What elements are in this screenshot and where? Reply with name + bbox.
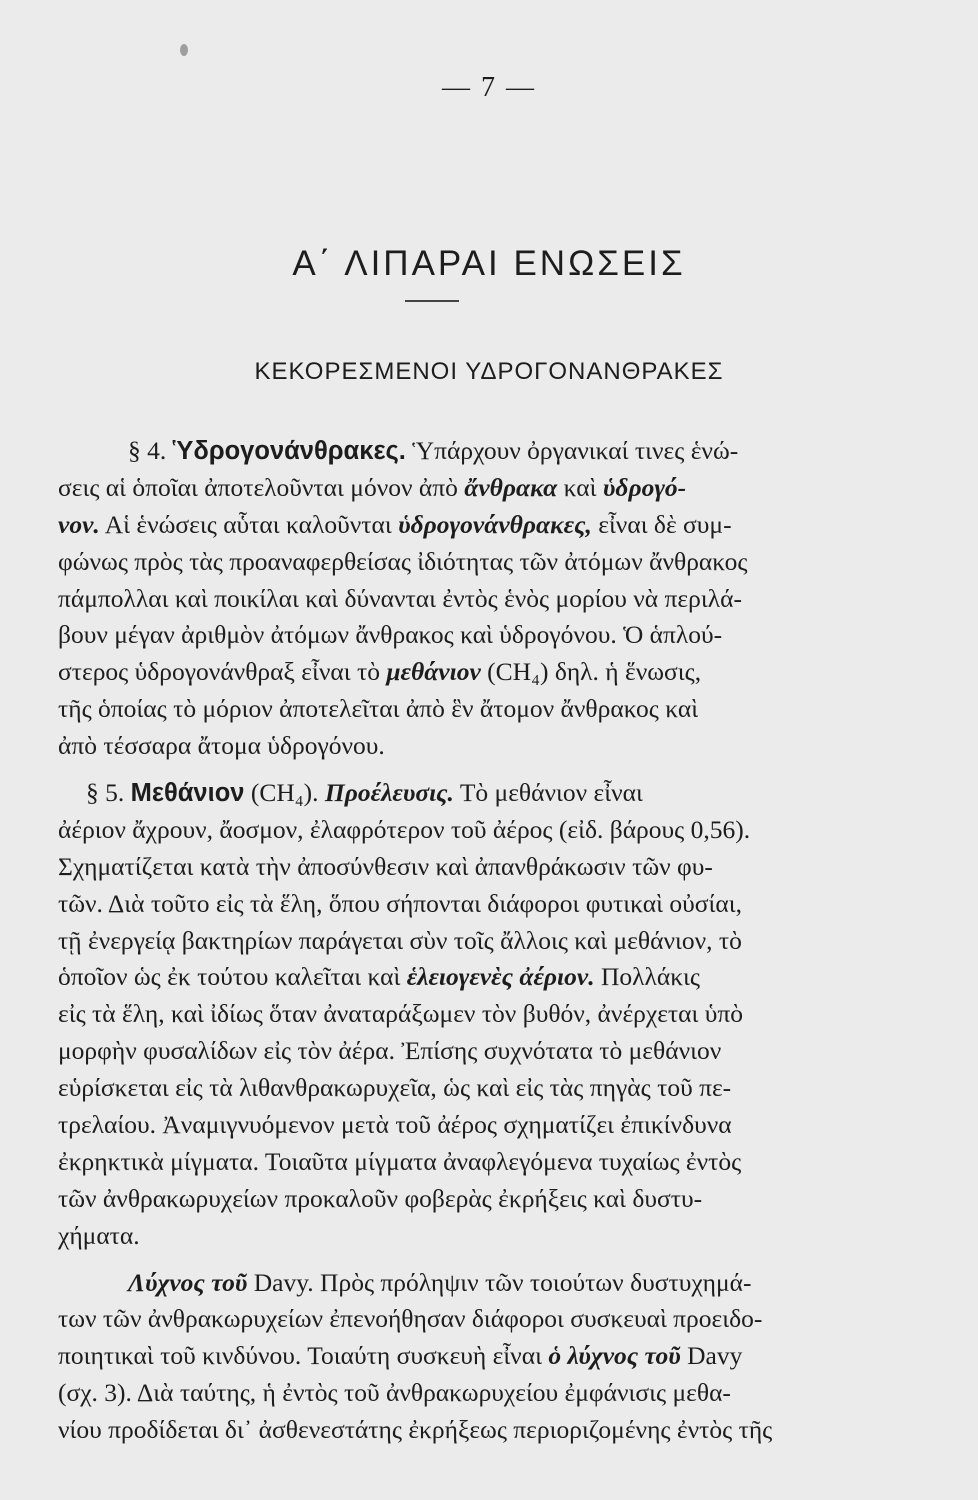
text-line [58,470,866,507]
term-heading: Μεθάνιον [130,779,245,808]
text-line: πάμπολλαι καὶ ποικίλαι καὶ δύνανται ἐντὸς ἑνὸς μορίου νὰ περιλά- [58,583,742,613]
text-line: (σχ. 3). Διὰ ταύτης, ἡ ἐντὸς τοῦ ἀνθρακωρυχείου ἐμφάνισις μεθα- [58,1378,731,1408]
text-line: χήματα. [58,1220,140,1250]
text-line: τῶν. Διὰ τοῦτο εἰς τὰ ἕλη, ὅπου σήπονται διάφοροι φυτικαὶ οὐσίαι, [58,888,742,918]
text-line [58,775,866,812]
body-text [58,433,866,1449]
text-span: (CH₄) δηλ. ἡ ἕνωσις, [480,657,702,687]
section-mark: § 4. [128,436,173,465]
text-span: Davy [680,1341,743,1371]
ink-spot [180,44,188,56]
text-span: Πολλάκις [594,962,701,992]
section-heading: ΚΕΚΟΡΕΣΜΕΝΟΙ ΥΔΡΟΓΟΝΑΝΘΡΑΚΕΣ [254,358,724,385]
text-line: ἀέριον ἄχρουν, ἄοσμον, ἐλαφρότερον τοῦ ἀέρος (εἰδ. βάρους 0,56). [58,814,751,844]
text-line: φώνως πρὸς τὰς προαναφερθείσας ἰδιότητας τῶν ἀτόμων ἄνθρακος [58,546,748,576]
text-span: σεις αἱ ὁποῖαι ἀποτελοῦνται μόνον ἀπὸ [58,472,465,502]
text-line: εὑρίσκεται εἰς τὰ λιθανθρακωρυχεῖα, ὡς καὶ εἰς τὰς πηγὰς τοῦ πε- [58,1073,732,1103]
text-line: τρελαίου. Ἀναμιγνυόμενον μετὰ τοῦ ἀέρος σχηματίζει ἐπικίνδυνα [58,1110,732,1140]
text-span: ὁποῖον ὡς ἐκ τούτου καλεῖται καὶ [58,962,407,992]
text-line: των τῶν ἀνθρακωρυχείων ἐπενοήθησαν διάφοροι συσκευαὶ προειδο- [58,1304,763,1334]
text-line: μορφὴν φυσαλίδων εἰς τὸν ἀέρα. Ἐπίσης συχνότατα τὸ μεθάνιον [58,1036,722,1066]
page-number: — 7 — [442,72,536,103]
text-line: τῆς ὁποίας τὸ μόριον ἀποτελεῖται ἀπὸ ἓν ἄτομον ἄνθρακος καὶ [58,694,699,724]
text-line: Σχηματίζεται κατὰ τὴν ἀποσύνθεσιν καὶ ἀπανθράκωσιν τῶν φυ- [58,851,713,881]
text-line: τῶν ἀνθρακωρυχείων προκαλοῦν φοβερὰς ἐκρήξεις καὶ δυστυ- [58,1183,703,1213]
text-span: καὶ [557,472,603,502]
text-span: Αἱ ἑνώσεις αὗται καλοῦνται [99,509,399,539]
chapter-title: Α΄ ΛΙΠΑΡΑΙ ΕΝΩΣΕΙΣ [292,244,686,283]
text-span: Τὸ μεθάνιον εἶναι [453,778,643,808]
text-span: (CH₄). [244,778,325,808]
text-span: Ὑπάρχουν ὀργανικαί τινες ἑνώ- [405,436,739,465]
text-line [58,507,866,544]
section-mark: § 5. [86,778,131,808]
paragraph-gap [58,1255,866,1265]
divider-rule [405,300,459,302]
emphasis: νον. [58,509,100,539]
emphasis: ὁ λύχνος τοῦ [548,1341,681,1371]
text-span: στερος ὑδρογονάνθραξ εἶναι τὸ [58,657,387,687]
text-line: ἀπὸ τέσσαρα ἄτομα ὑδρογόνου. [58,731,385,761]
emphasis: Λύχνος τοῦ [128,1267,248,1297]
text-span: ποιητικαὶ τοῦ κινδύνου. Τοιαύτη συσκευὴ εἶναι [58,1341,549,1371]
text-line: εἰς τὰ ἕλη, καὶ ἰδίως ὅταν ἀναταράξωμεν τὸν βυθόν, ἀνέρχεται ὑπὸ [58,999,744,1029]
paragraph-gap [58,765,866,775]
emphasis: ἑλειογενὲς ἀέριον. [406,962,595,992]
text-line [58,1265,866,1302]
emphasis: ὑδρογό- [602,472,687,502]
text-line [58,654,866,691]
text-line: τῇ ἐνεργείᾳ βακτηρίων παράγεται σὺν τοῖς ἄλλοις καὶ μεθάνιον, τὸ [58,925,742,955]
text-line [58,433,866,470]
text-span: Davy. Πρὸς πρόληψιν τῶν τοιούτων δυστυχημά- [247,1267,752,1297]
term-heading: Ὑδρογονάνθρακες. [172,437,406,465]
text-line [58,1338,866,1375]
text-span: εἶναι δὲ συμ- [591,509,732,539]
emphasis: Προέλευσις. [324,778,454,808]
text-line: ἐκρηκτικὰ μίγματα. Τοιαῦτα μίγματα ἀναφλεγόμενα τυχαίως ἐντὸς [58,1146,742,1176]
text-line: βουν μέγαν ἀριθμὸν ἀτόμων ἄνθρακος καὶ ὑδρογόνου. Ὁ ἁπλού- [58,620,723,650]
emphasis: μεθάνιον [386,657,481,687]
text-line: νίου προδίδεται δι᾽ ἀσθενεστάτης ἐκρήξεως περιοριζομένης ἐντὸς τῆς [58,1415,773,1445]
emphasis: ὑδρογονάνθρακες, [398,509,592,539]
text-line [58,959,866,996]
emphasis: ἄνθρακα [464,472,558,502]
